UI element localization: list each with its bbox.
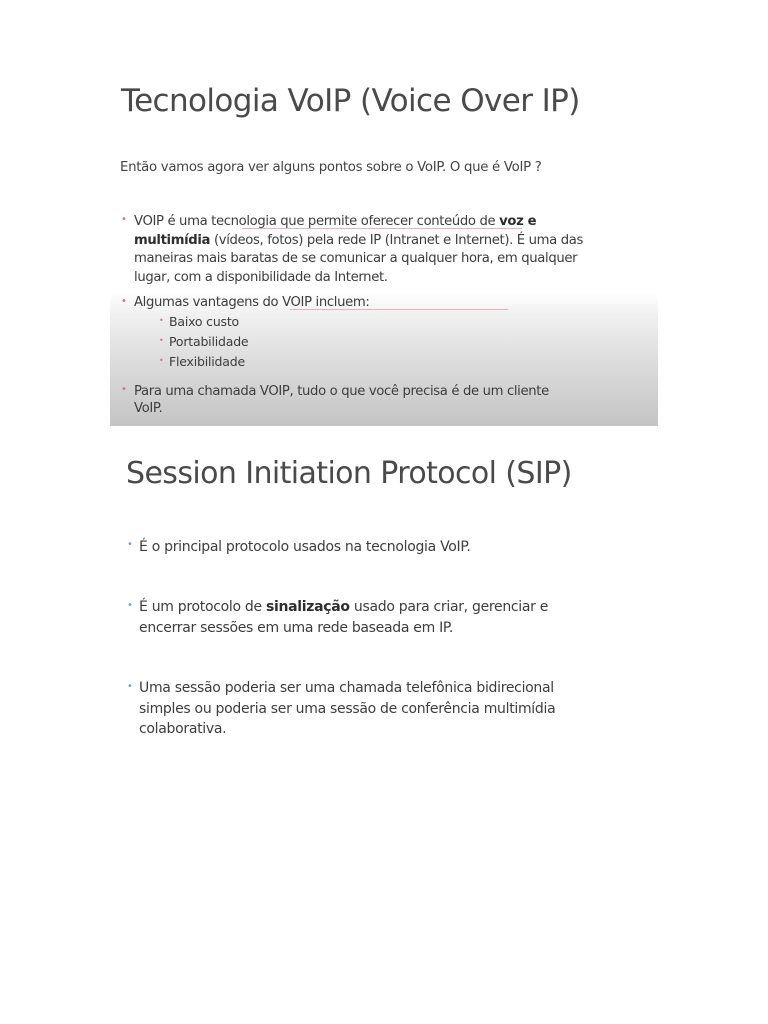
sub-list-item: Flexibilidade [169,354,245,369]
sub-bullet-icon: • [159,336,164,345]
list-item: É o principal protocolo usados na tecnologia VoIP. [139,539,471,555]
sub-list-item: Portabilidade [169,334,249,349]
list-item: Uma sessão poderia ser uma chamada telefônica bidirecional simples ou poderia ser uma sessão de conferência multimídia colaborativa. [139,680,556,737]
bullet-icon: • [121,296,127,307]
bullet-icon: • [127,539,133,550]
bullet-icon: • [127,681,133,692]
sub-bullet-icon: • [159,356,164,365]
sub-list-item: Baixo custo [169,314,239,329]
slide-sip [110,426,658,766]
bullet-icon: • [121,384,127,395]
bullet-icon: • [127,600,133,611]
list-item: É um protocolo de sinalização usado para criar, gerenciar e encerrar sessões em uma rede baseada em IP. [139,599,549,636]
slide-voip [110,62,658,426]
slide-title: Session Initiation Protocol (SIP) [126,456,572,491]
slide-title: Tecnologia VoIP (Voice Over IP) [121,83,580,119]
sub-bullet-icon: • [159,316,164,325]
list-item: Para uma chamada VOIP, tudo o que você precisa é de um cliente VoIP. [134,384,549,416]
list-item: Algumas vantagens do VOIP incluem: [134,295,370,310]
slide-intro: Então vamos agora ver alguns pontos sobre o VoIP. O que é VoIP ? [120,160,542,175]
list-item: VOIP é uma tecnologia que permite oferecer conteúdo de voz e multimídia (vídeos, fotos) pela rede IP (Intranet e Internet). É uma das maneiras mais baratas de se comunicar a qualquer hora, em qualquer lugar, com a disponibilidade da Internet. [134,214,583,285]
bullet-icon: • [121,214,127,225]
